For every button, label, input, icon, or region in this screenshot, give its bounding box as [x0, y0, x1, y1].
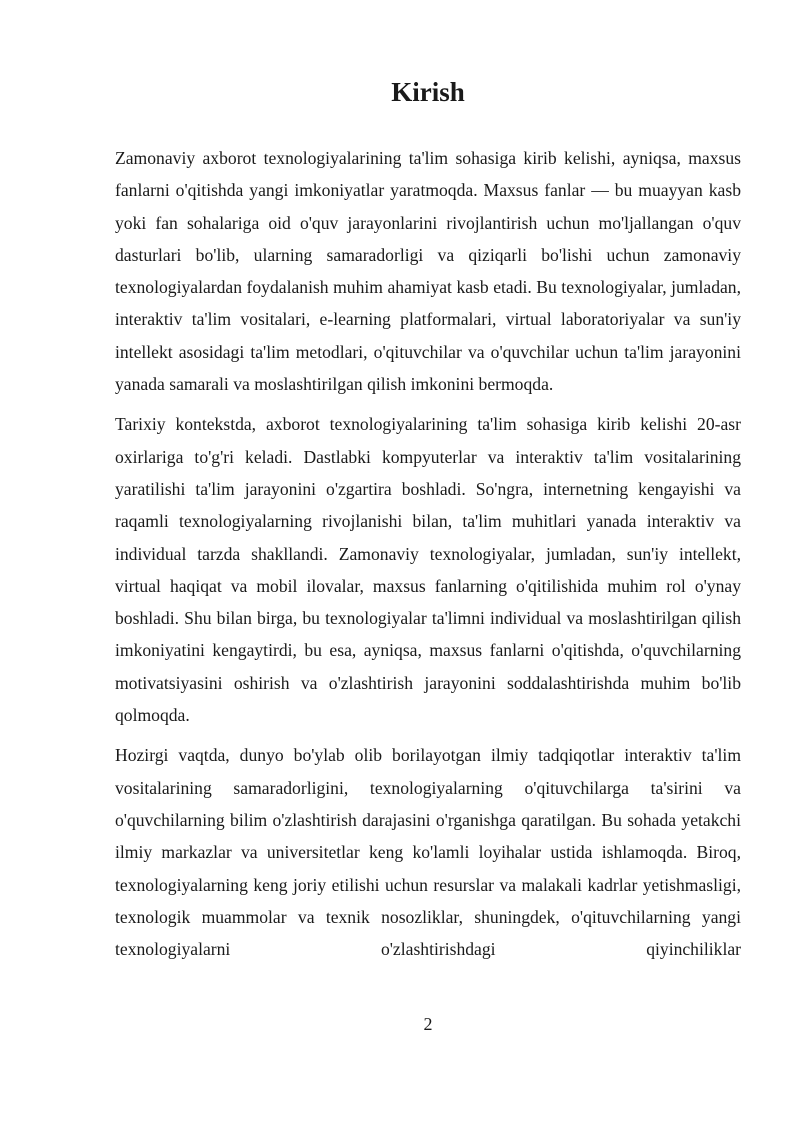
paragraph-history: Tarixiy kontekstda, axborot texnologiyalarining ta'lim sohasiga kirib kelishi 20-asr oxirlariga to'g'ri keladi. Dastlabki kompyuterlar va interaktiv ta'lim vositalarining yaratilishi ta'lim jarayonini o'zgartira boshladi. So'ngra, internetning kengayishi va raqamli texnologiyalarning rivojlanishi bilan, ta'lim muhitlari yanada interaktiv va individual tarzda shakllandi. Zamonaviy texnologiyalar, jumladan, sun'iy intellekt, virtual haqiqat va mobil ilovalar, maxsus fanlarning o'qitilishida muhim rol o'ynay boshladi. Shu bilan birga, bu texnologiyalar ta'limni individual va moslashtirilgan qilish imkoniyatini kengaytirdi, bu esa, ayniqsa, maxsus fanlarni o'qitishda, o'quvchilarning motivatsiyasini oshirish va o'zlashtirish jarayonini soddalashtirishda muhim bo'lib qolmoqda.: [115, 414, 741, 726]
paragraph-intro: Zamonaviy axborot texnologiyalarining ta'lim sohasiga kirib kelishi, ayniqsa, maxsus fanlarni o'qitishda yangi imkoniyatlar yaratmoqda. Maxsus fanlar — bu muayyan kasb yoki fan sohalariga oid o'quv jarayonlarini rivojlantirish uchun mo'ljallangan o'quv dasturlari bo'lib, ularning samaradorligi va qiziqarli bo'lishi uchun zamonaviy texnologiyalardan foydalanish muhim ahamiyat kasb etadi. Bu texnologiyalar, jumladan, interaktiv ta'lim vositalari, e-learning platformalari, virtual laboratoriyalar va sun'iy intellekt asosidagi ta'lim metodlari, o'qituvchilar va o'quvchilar uchun ta'lim jarayonini yanada samarali va moslashtirilgan qilish imkonini bermoqda.: [115, 148, 741, 395]
paragraph-current-research: Hozirgi vaqtda, dunyo bo'ylab olib borilayotgan ilmiy tadqiqotlar interaktiv ta'lim vositalarining samaradorligini, texnologiyalarning o'qituvchilarga ta'sirini va o'quvchilarning bilim o'zlashtirish darajasini o'rganishga qaratilgan. Bu sohada yetakchi ilmiy markazlar va universitetlar keng ko'lamli loyihalar ustida ishlamoqda. Biroq, texnologiyalarning keng joriy etilishi uchun resurslar va malakali kadrlar yetishmasligi, texnologik muammolar va texnik nosozliklar, shuningdek, o'qituvchilarning yangi texnologiyalarni o'zlashtirishdagi qiyinchiliklar: [115, 745, 741, 960]
page-number: 2: [423, 1014, 433, 1034]
page-title: Kirish: [391, 77, 465, 107]
body-text: [115, 142, 741, 973]
